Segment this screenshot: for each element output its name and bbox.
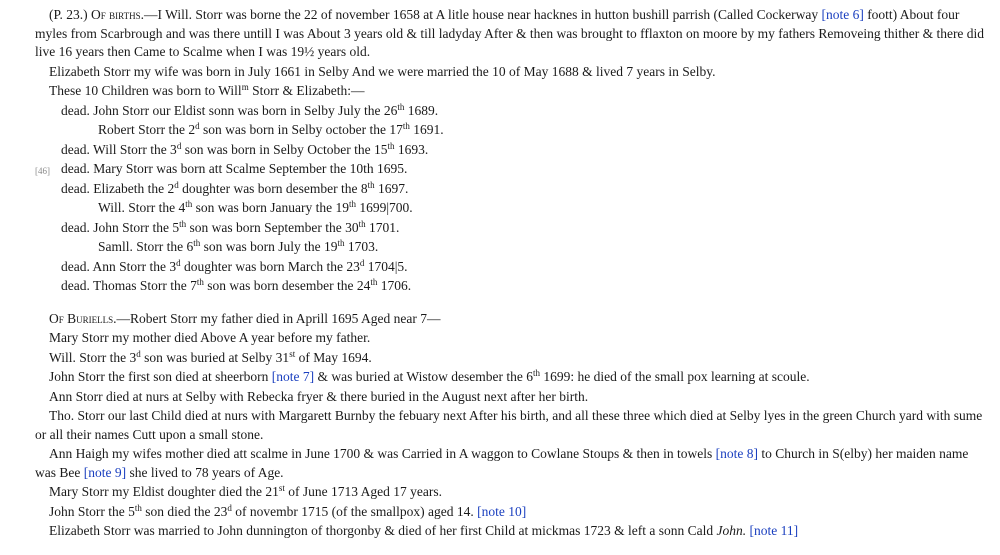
- child-birth-row: Robert Storr the 2$^d$ son was born in Selby october the 17th 1691.: [98, 121, 444, 137]
- burials-will: Will. Storr the 3$^d$ son was buried at Selby 31st of May 1694.: [49, 348, 372, 365]
- burials-tho: Tho. Storr our last Child died at nurs with Margarett Burnby the febuary next After his birth, and all these three which died at Selby lyes in the green Church yard with sume or all their names Cutt upon a small stone.: [35, 408, 983, 442]
- burials-heading: Of Buriells: [49, 310, 114, 326]
- burials-ann: Ann Storr died at nurs at Selby with Rebecka fryer & there buried in the August next after her birth.: [49, 388, 589, 404]
- burials-haigh: Ann Haigh my wifes mother died att scalme in June 1700 & was Carried in A waggon to Cowlane Stoups & then in towels [note 8] to Church in S(elby) her maiden name was Bee [note 9] she lived to 78 years of Age.: [35, 446, 969, 480]
- burials-eliz: Elizabeth Storr was married to John dunnington of thorgonby & died of her first Child at mickmas 1723 & left a sonn Cald John. [note 11]: [49, 523, 799, 538]
- child-birth-row: dead. Will Storr the 3$^d$ son was born in Selby October the 15th 1693.: [61, 140, 429, 157]
- child-birth-row: [46] dead. Mary Storr was born att Scalme September the 10th 1695.: [35, 160, 988, 179]
- wife-birth-line: Elizabeth Storr my wife was born in July 1661 in Selby And we were married the 10 of May 1688 & lived 7 years in Selby.: [49, 63, 716, 79]
- child-birth-row: Will. Storr the 4th son was born January the 19th 1699|700.: [98, 199, 413, 215]
- note-10-link[interactable]: [note 10]: [477, 503, 527, 519]
- note-8-link[interactable]: [note 8]: [715, 446, 759, 461]
- burials-john5: John Storr the 5th son died the 23$^d$ of novembr 1715 (of the smallpox) aged 14. [note 10]: [49, 502, 527, 519]
- burials-mother: Mary Storr my mother died Above A year before my father.: [49, 330, 371, 345]
- note-11-link[interactable]: [note 11]: [749, 523, 799, 538]
- child-birth-row: dead. Elizabeth the 2$^d$ doughter was born desember the 8th 1697.: [61, 179, 409, 196]
- note-7-link[interactable]: [note 7]: [271, 369, 315, 384]
- child-birth-row: dead. John Storr the 5th son was born September the 30th 1701.: [61, 218, 400, 235]
- children-list: [35, 102, 988, 296]
- child-birth-row: dead. John Storr our Eldist sonn was born in Selby July the 26th 1689.: [61, 101, 439, 118]
- child-birth-row: Samll. Storr the 6th son was born July the 19th 1703.: [98, 238, 379, 254]
- child-birth-row: dead. Ann Storr the 3$^d$ doughter was born March the 23$^d$ 1704|5.: [61, 257, 408, 274]
- burials-mary: Mary Storr my Eldist doughter died the 21st of June 1713 Aged 17 years.: [49, 483, 442, 499]
- note-6-link[interactable]: [note 6]: [821, 7, 864, 22]
- page-marker: [46]: [35, 166, 50, 176]
- page-ref: (P. 23.): [49, 7, 92, 22]
- births-heading: Of births: [91, 7, 141, 22]
- burials-john: John Storr the first son died at sheerborn [note 7] & was buried at Wistow desember the 6th 1699: he died of the small pox learning at scoule.: [49, 368, 810, 384]
- note-9-link[interactable]: [note 9]: [83, 464, 127, 480]
- child-birth-row: dead. Thomas Storr the 7th son was born desember the 24th 1706.: [61, 277, 412, 293]
- births-intro: (P. 23.) Of births.—I Will. Storr was borne the 22 of november 1658 at A litle house near hacknes in hutton bushill parrish (Called Cockerway [note 6] foott) About four myles from Scarbrough and was there untill I was About 3 years old & till ladyday After & then was brought to fflaxton on moore by my fathers Removeing thither & there did live 16 years then Came to Scalme when I was 19½ years old.: [35, 7, 985, 59]
- children-intro: These 10 Children was born to Will$^m$ Storr & Elizabeth:—: [49, 82, 365, 98]
- burials-father: Of Buriells.—Robert Storr my father died in Aprill 1695 Aged near 7—: [49, 310, 441, 326]
